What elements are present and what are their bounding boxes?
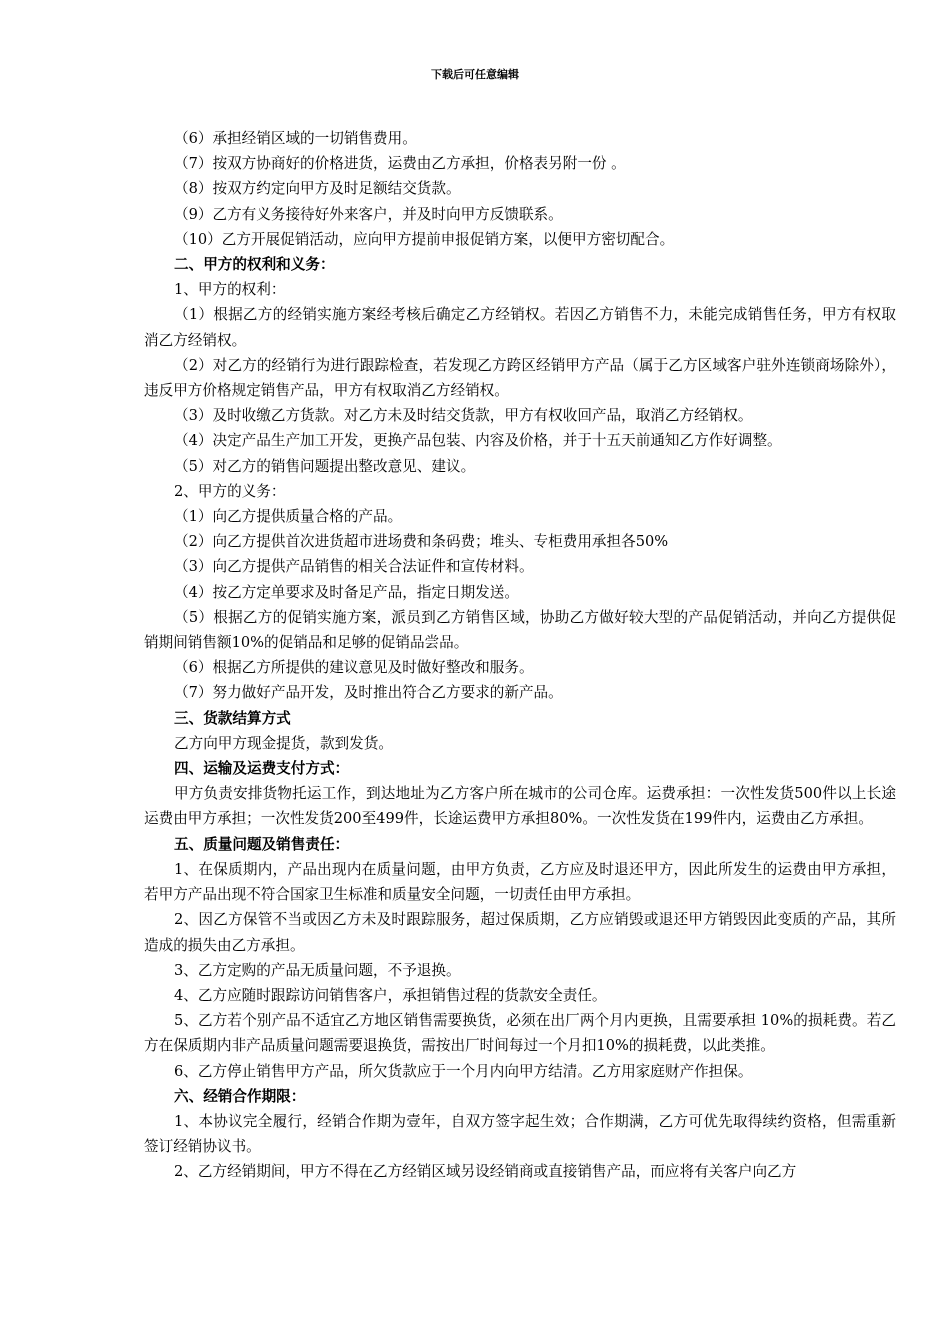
section-heading: 六、经销合作期限： [174, 1087, 306, 1105]
paragraph: （1）向乙方提供质量合格的产品。 [174, 508, 403, 526]
paragraph: 3、乙方定购的产品无质量问题，不予退换。 [174, 961, 461, 979]
paragraph: （2）对乙方的经销行为进行跟踪检查，若发现乙方跨区经销甲方产品（属于乙方区域客户驻外连锁商场除外），违反甲方价格规定销售产品，甲方有权取消乙方经销权。 [144, 356, 896, 400]
paragraph: 1、在保质期内，产品出现内在质量问题，由甲方负责，乙方应及时退还甲方，因此所发生的运费由甲方承担，若甲方产品出现不符合国家卫生标准和质量安全问题，一切责任由甲方承担。 [144, 860, 896, 904]
section-heading: 三、货款结算方式 [174, 709, 291, 727]
paragraph: 2、甲方的义务： [174, 482, 286, 500]
paragraph: （7）努力做好产品开发，及时推出符合乙方要求的新产品。 [174, 684, 563, 702]
paragraph: 1、甲方的权利： [174, 281, 286, 299]
paragraph: （5）对乙方的销售问题提出整改意见、建议。 [174, 457, 476, 475]
paragraph: （7）按双方协商好的价格进货，运费由乙方承担，价格表另附一份 。 [174, 155, 626, 173]
paragraph: 2、因乙方保管不当或因乙方未及时跟踪服务，超过保质期，乙方应销毁或退还甲方销毁因此变质的产品，其所造成的损失由乙方承担。 [144, 911, 896, 954]
paragraph: （1）根据乙方的经销实施方案经考核后确定乙方经销权。若因乙方销售不力，未能完成销售任务，甲方有权取消乙方经销权。 [144, 306, 896, 349]
paragraph: 4、乙方应随时跟踪访问销售客户，承担销售过程的货款安全责任。 [174, 986, 607, 1004]
paragraph: （4）决定产品生产加工开发，更换产品包装、内容及价格，并于十五天前通知乙方作好调整。 [174, 432, 782, 450]
paragraph: 5、乙方若个别产品不适宜乙方地区销售需要换货，必须在出厂两个月内更换，且需要承担 10%的损耗费。若乙方在保质期内非产品质量问题需要退换货，需按出厂时间每过一个月扣10%的损耗费，以此类推。 [144, 1012, 896, 1055]
paragraph: （8）按双方约定向甲方及时足额结交货款。 [174, 180, 461, 198]
paragraph: 6、乙方停止销售甲方产品，所欠货款应于一个月内向甲方结清。乙方用家庭财产作担保。 [174, 1062, 753, 1080]
paragraph: 2、乙方经销期间，甲方不得在乙方经销区域另设经销商或直接销售产品，而应将有关客户向乙方 [174, 1163, 797, 1181]
paragraph: （4）按乙方定单要求及时备足产品，指定日期发送。 [174, 583, 519, 601]
paragraph: （5）根据乙方的促销实施方案，派员到乙方销售区域，协助乙方做好较大型的产品促销活动，并向乙方提供促销期间销售额10%的促销品和足够的促销品尝品。 [144, 608, 896, 652]
paragraph: （3）向乙方提供产品销售的相关合法证件和宣传材料。 [174, 558, 534, 576]
paragraph: 甲方负责安排货物托运工作，到达地址为乙方客户所在城市的公司仓库。运费承担：一次性发货500件以上长途运费由甲方承担；一次性发货200至499件，长途运费甲方承担80%。一次性发货在199件内，运费由乙方承担。 [144, 785, 896, 828]
document-body [144, 126, 896, 1185]
paragraph: 1、本协议完全履行，经销合作期为壹年，自双方签字起生效；合作期满，乙方可优先取得续约资格，但需重新签订经销协议书。 [144, 1112, 896, 1156]
paragraph: （10）乙方开展促销活动，应向甲方提前申报促销方案，以便甲方密切配合。 [174, 230, 675, 248]
section-heading: 二、甲方的权利和义务： [174, 256, 335, 274]
paragraph: （6）承担经销区域的一切销售费用。 [174, 130, 417, 147]
paragraph: 乙方向甲方现金提货，款到发货。 [174, 734, 393, 752]
section-heading: 四、运输及运费支付方式： [174, 760, 350, 778]
paragraph: （2）向乙方提供首次进货超市进场费和条码费；堆头、专柜费用承担各50% [174, 533, 669, 551]
paragraph: （6）根据乙方所提供的建议意见及时做好整改和服务。 [174, 659, 534, 677]
paragraph: （9）乙方有义务接待好外来客户，并及时向甲方反馈联系。 [174, 205, 563, 223]
page-header: 下载后可任意编辑 [431, 68, 519, 81]
section-heading: 五、质量问题及销售责任： [174, 835, 350, 853]
paragraph: （3）及时收缴乙方货款。对乙方未及时结交货款，甲方有权收回产品，取消乙方经销权。 [174, 407, 753, 425]
